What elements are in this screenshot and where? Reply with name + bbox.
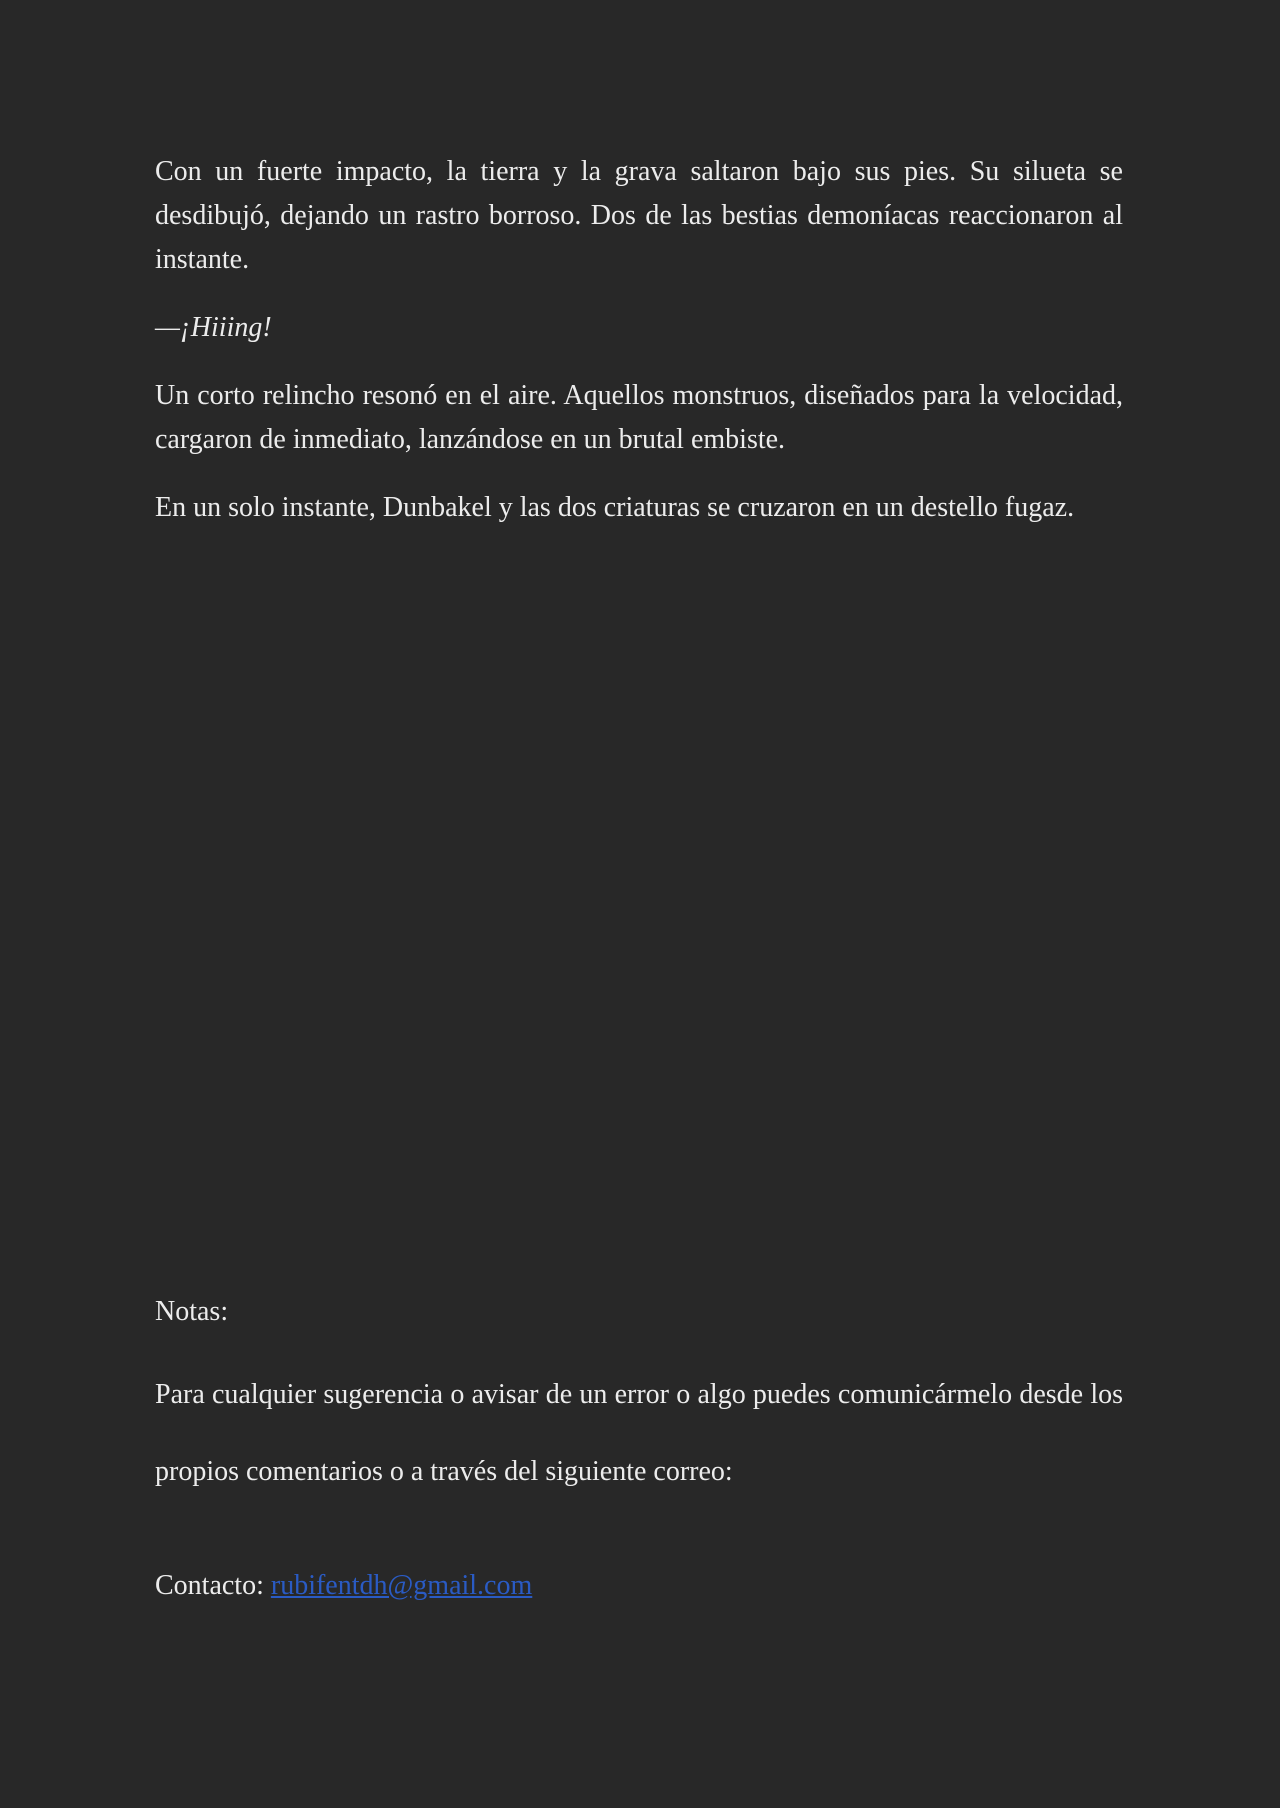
contact-line [155, 1564, 1123, 1608]
story-paragraph-1: Con un fuerte impacto, la tierra y la grava saltaron bajo sus pies. Su silueta se desdibujó, dejando un rastro borroso. Dos de las bestias demoníacas reaccionaron al instante. [155, 156, 1123, 275]
story-text [155, 150, 1123, 554]
contact-email-link[interactable]: rubifentdh@gmail.com [270, 1570, 533, 1601]
contact-label: Contacto: [155, 1570, 271, 1601]
story-dialogue: —¡Hiiing! [155, 312, 272, 343]
notes-body: Para cualquier sugerencia o avisar de un error o algo puedes comunicármelo desde los propios comentarios o a través del siguiente correo: [155, 1379, 1123, 1487]
story-paragraph-4: En un solo instante, Dunbakel y las dos criaturas se cruzaron en un destello fugaz. [155, 492, 1075, 523]
notes-label: Notas: [155, 1296, 229, 1327]
story-paragraph-3: Un corto relincho resonó en el aire. Aquellos monstruos, diseñados para la velocidad, cargaron de inmediato, lanzándose en un brutal embiste. [155, 380, 1123, 455]
notes-section [155, 1290, 1123, 1608]
